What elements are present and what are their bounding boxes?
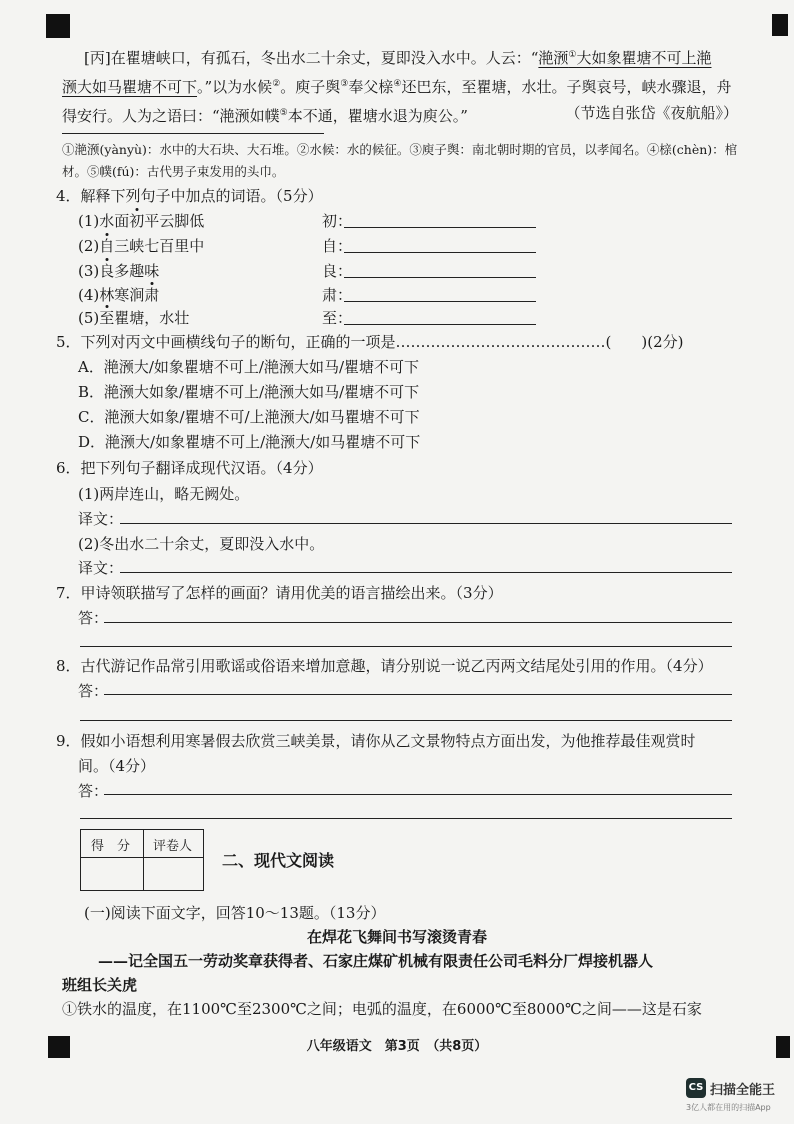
scanner-name: 扫描全能王 [710, 1083, 776, 1098]
q7-answer-line[interactable] [80, 646, 732, 647]
q4-key: 肃： [322, 286, 353, 304]
q5-option-c[interactable]: C．滟滪大如象/瞿塘不可/上滟滪大/如马瞿塘不可下 [78, 408, 420, 426]
q4-answer-line[interactable] [344, 277, 536, 278]
q6-sentence-1: (1)两岸连山，略无阙处。 [78, 485, 250, 503]
q8-answer-line[interactable] [80, 720, 732, 721]
q4-dotted-word: 自 [99, 237, 115, 255]
passage-text: 还巴东，至瞿塘，水壮。子舆哀号，峡水骤退，舟 [401, 78, 732, 96]
q4-answer-line[interactable] [344, 227, 536, 228]
passage-bing [62, 42, 738, 129]
passage-text: 滟滪 [538, 49, 569, 67]
article-title: 在焊花飞舞间书写滚烫青春 [306, 928, 487, 946]
passage-text: 得安行。人为之语曰：“滟滪如幞 [62, 107, 280, 125]
passage-line [62, 100, 738, 129]
grader-label: 评卷人 [153, 839, 193, 854]
notes-line: 材。⑤幞(fú)：古代男子束发用的头巾。 [62, 164, 285, 179]
article-paragraph: ①铁水的温度，在1100℃至2300℃之间；电弧的温度，在6000℃至8000℃之间——这是石家 [62, 1000, 702, 1018]
q6-answer-line[interactable] [120, 523, 732, 524]
q4-item [78, 210, 204, 231]
q4-answer-line[interactable] [344, 301, 536, 302]
q4-item-text: 瞿塘，水壮 [114, 309, 190, 327]
q4-item-text: (3) [78, 262, 100, 280]
q4-item [78, 284, 159, 305]
section-heading: 二、现代文阅读 [222, 851, 335, 870]
passage-text: 大如象瞿塘不可上滟 [576, 49, 712, 67]
passage-line [62, 71, 738, 100]
question-9-stem: 9．假如小语想利用寒暑假去欣赏三峡美景，请你从乙文景物特点方面出发，为他推荐最佳观赏时 [56, 732, 696, 750]
q4-item-text: 平云脚低 [144, 212, 205, 230]
footnote-marker: ① [568, 50, 577, 60]
passage-source: （节选自张岱《夜航船》） [565, 104, 738, 122]
question-6-stem: 6．把下列句子翻译成现代汉语。（4分） [56, 459, 323, 477]
q4-dotted-word: 初 [129, 212, 145, 230]
q6-translation-label: 译文： [78, 510, 124, 528]
q4-answer-line[interactable] [344, 324, 536, 325]
passage-text: 本不通，瞿塘水退为庾公。” [287, 107, 468, 125]
q4-dotted-word: 至 [99, 309, 115, 327]
q4-key: 良： [322, 262, 353, 280]
scanner-logo-icon: CS [686, 1078, 706, 1098]
notes-line: ①滟滪(yànyù)：水中的大石块、大石堆。②水候：水的候征。③庾子舆：南北朝时期的官员，以孝闻名。④榇(chèn)：棺 [62, 142, 738, 157]
question-4-stem: 4．解释下列句子中加点的词语。（5分） [56, 187, 323, 205]
q9-answer-label: 答： [78, 782, 109, 800]
table-divider [81, 857, 203, 858]
footnote-marker: ② [272, 79, 281, 89]
underlined-sentence [538, 49, 711, 67]
q5-option-b[interactable]: B．滟滪大如象/瞿塘不可上/滟滪大如马/瞿塘不可下 [78, 383, 420, 401]
q4-item-text: (1)水面 [78, 212, 130, 230]
passage-line [62, 42, 738, 71]
passage-text: 奉父榇 [348, 78, 394, 96]
underlined-sentence: 滪大如马瞿塘不可下 [62, 78, 198, 96]
q5-option-d[interactable]: D．滟滪大/如象瞿塘不可上/滟滪大/如马瞿塘不可下 [78, 433, 421, 451]
q4-key: 至： [322, 309, 353, 327]
q4-item [78, 235, 204, 256]
question-8-stem: 8．古代游记作品常引用歌谣或俗语来增加意趣，请分别说一说乙丙两文结尾处引用的作用。（4分） [56, 657, 713, 675]
q9-answer-line[interactable] [80, 818, 732, 819]
footnote-marker: ③ [340, 79, 349, 89]
q8-answer-label: 答： [78, 682, 109, 700]
footnote-marker: ⑤ [279, 108, 288, 118]
passage-label: [丙] [84, 49, 111, 67]
q4-dotted-word: 良 [99, 262, 115, 280]
q4-item-text: 三峡七百里中 [114, 237, 205, 255]
scan-corner-mark [46, 14, 70, 38]
q4-item-text: (5) [78, 309, 100, 327]
q7-answer-label: 答： [78, 609, 109, 627]
footnote-marker: ④ [393, 79, 402, 89]
score-label: 得 分 [91, 839, 131, 854]
q4-key: 初： [322, 212, 353, 230]
question-7-stem: 7．甲诗领联描写了怎样的画面？请用优美的语言描绘出来。（3分） [56, 584, 503, 602]
scan-corner-mark [772, 14, 788, 36]
q4-item-text: (2) [78, 237, 100, 255]
q4-dotted-word: 肃 [144, 286, 160, 304]
q6-sentence-2: (2)冬出水二十余丈，夏即没入水中。 [78, 535, 325, 553]
score-table [80, 829, 204, 891]
q7-answer-line[interactable] [104, 622, 732, 623]
passage-text: 在瞿塘峡口，有孤石，冬出水二十余丈，夏即没入水中。人云：“ [110, 49, 539, 67]
q6-translation-label: 译文： [78, 559, 124, 577]
q4-item [78, 260, 159, 281]
q4-item [78, 307, 189, 328]
q5-option-a[interactable]: A．滟滪大/如象瞿塘不可上/滟滪大如马/瞿塘不可下 [78, 358, 419, 376]
table-divider [143, 830, 144, 890]
question-5-stem: 5．下列对丙文中画横线句子的断句，正确的一项是……………………………………( )(2分) [56, 333, 684, 351]
q4-answer-line[interactable] [344, 252, 536, 253]
q4-item-text: 多趣味 [114, 262, 160, 280]
passage-text: 。庾子舆 [280, 78, 341, 96]
q6-answer-line[interactable] [120, 572, 732, 573]
scanner-tagline: 3亿人都在用的扫描App [686, 1103, 771, 1112]
question-9-stem-cont: 间。（4分） [78, 757, 156, 775]
q4-key: 自： [322, 237, 353, 255]
q4-item-text: (4)林寒涧 [78, 286, 145, 304]
q9-answer-line[interactable] [104, 794, 732, 795]
q8-answer-line[interactable] [104, 694, 732, 695]
notes-divider [62, 133, 324, 134]
passage-text: 。”以为水候 [197, 78, 273, 96]
article-subtitle: ——记全国五一劳动奖章获得者、石家庄煤矿机械有限责任公司毛料分厂焊接机器人 [98, 952, 654, 970]
article-subtitle: 班组长关虎 [62, 976, 138, 994]
reading-part-1-intro: (一)阅读下面文字，回答10～13题。（13分） [84, 904, 386, 922]
page-footer: 八年级语文 第3页 （共8页） [306, 1039, 488, 1054]
